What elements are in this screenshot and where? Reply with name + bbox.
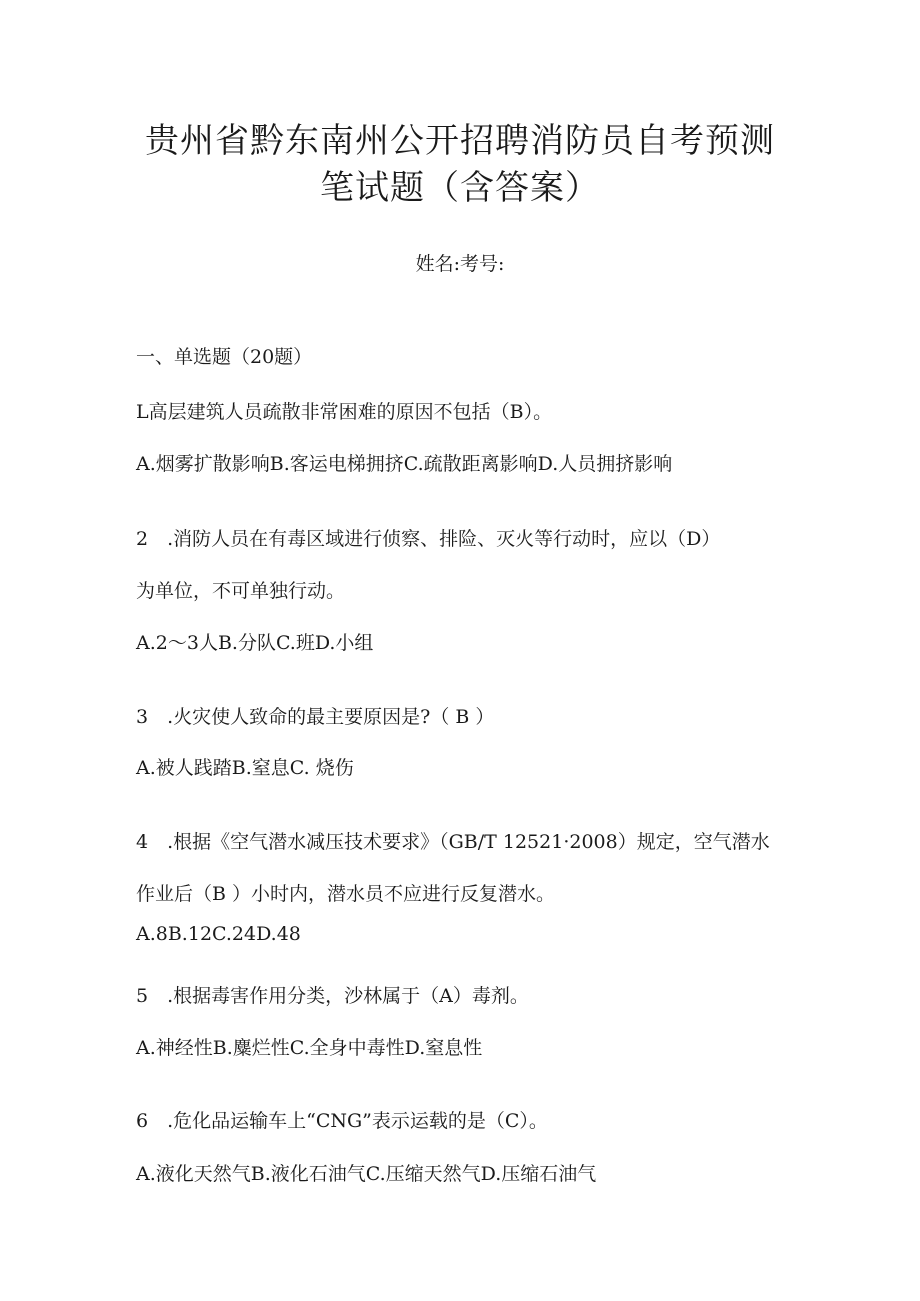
question-4-text-line-1: 4 .根据《空气潜水减压技术要求》（GB/T 12521·2008）规定，空气潜水 <box>136 831 770 853</box>
question-5-text: 5 .根据毒害作用分类，沙林属于（A）毒剂。 <box>136 985 529 1007</box>
question-1-options: A.烟雾扩散影响B.客运电梯拥挤C.疏散距离影响D.人员拥挤影响 <box>136 453 673 475</box>
question-5-options: A.神经性B.麋烂性C.全身中毒性D.窒息性 <box>136 1037 483 1059</box>
question-4-options: A.8B.12C.24D.48 <box>136 923 301 945</box>
document-title-line-1: 贵州省黔东南州公开招聘消防员自考预测 <box>145 121 775 161</box>
question-4-text-line-2: 作业后（B ）小时内，潜水员不应进行反复潜水。 <box>136 883 556 905</box>
question-1-text: L高层建筑人员疏散非常困难的原因不包括（B）。 <box>136 401 553 423</box>
question-3-text: 3 .火灾使人致命的最主要原因是?（ B ） <box>136 706 495 728</box>
question-2-text-line-2: 为单位，不可单独行动。 <box>136 580 346 602</box>
question-6-text: 6 .危化品运输车上“CNG”表示运载的是（C）。 <box>136 1110 548 1132</box>
document-title-line-2: 笔试题（含答案） <box>320 168 600 208</box>
question-2-text-line-1: 2 .消防人员在有毒区域进行侦察、排险、灭火等行动时，应以（D） <box>136 528 721 550</box>
question-6-options: A.液化天然气B.液化石油气C.压缩天然气D.压缩石油气 <box>136 1163 597 1185</box>
name-and-exam-number-line: 姓名:考号: <box>415 253 505 275</box>
question-3-options: A.被人践踏B.窒息C. 烧伤 <box>136 757 354 779</box>
question-2-options: A.2～3人B.分队C.班D.小组 <box>136 632 374 654</box>
section-heading: 一、单选题（20题） <box>136 346 313 368</box>
